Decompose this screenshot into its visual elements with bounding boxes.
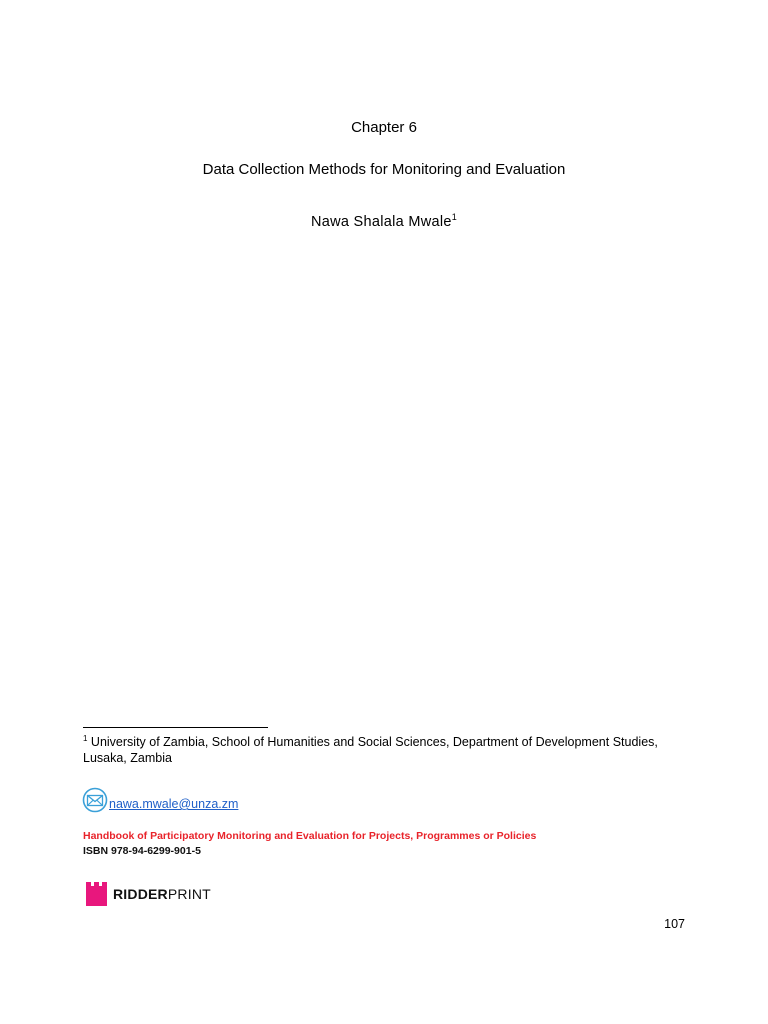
- publisher-name-regular: PRINT: [167, 886, 211, 902]
- publisher-name: [113, 885, 211, 903]
- handbook-title: Handbook of Participatory Monitoring and Evaluation for Projects, Programmes or Policies: [83, 830, 537, 842]
- footnote-marker: 1: [83, 733, 88, 743]
- envelope-icon: [82, 787, 108, 813]
- author-footnote-marker[interactable]: 1: [451, 212, 458, 223]
- ridderprint-logo-icon: [86, 882, 107, 906]
- author-name: Nawa Shalala Mwale: [310, 214, 452, 230]
- footnote-text: University of Zambia, School of Humanities and Social Sciences, Department of Development Studies, Lusaka, Zambia: [83, 735, 658, 765]
- isbn: ISBN 978-94-6299-901-5: [83, 845, 201, 857]
- author-line: [0, 212, 768, 232]
- footnote-divider: [83, 727, 268, 728]
- publisher-logo-block: [86, 882, 211, 906]
- footnote: [83, 734, 683, 766]
- publisher-name-bold: RIDDER: [113, 886, 168, 902]
- chapter-title: Data Collection Methods for Monitoring and Evaluation: [202, 161, 566, 178]
- email-link[interactable]: nawa.mwale@unza.zm: [109, 797, 239, 811]
- page-number: 107: [664, 917, 685, 931]
- email-contact: [82, 783, 238, 813]
- chapter-label: Chapter 6: [351, 119, 417, 136]
